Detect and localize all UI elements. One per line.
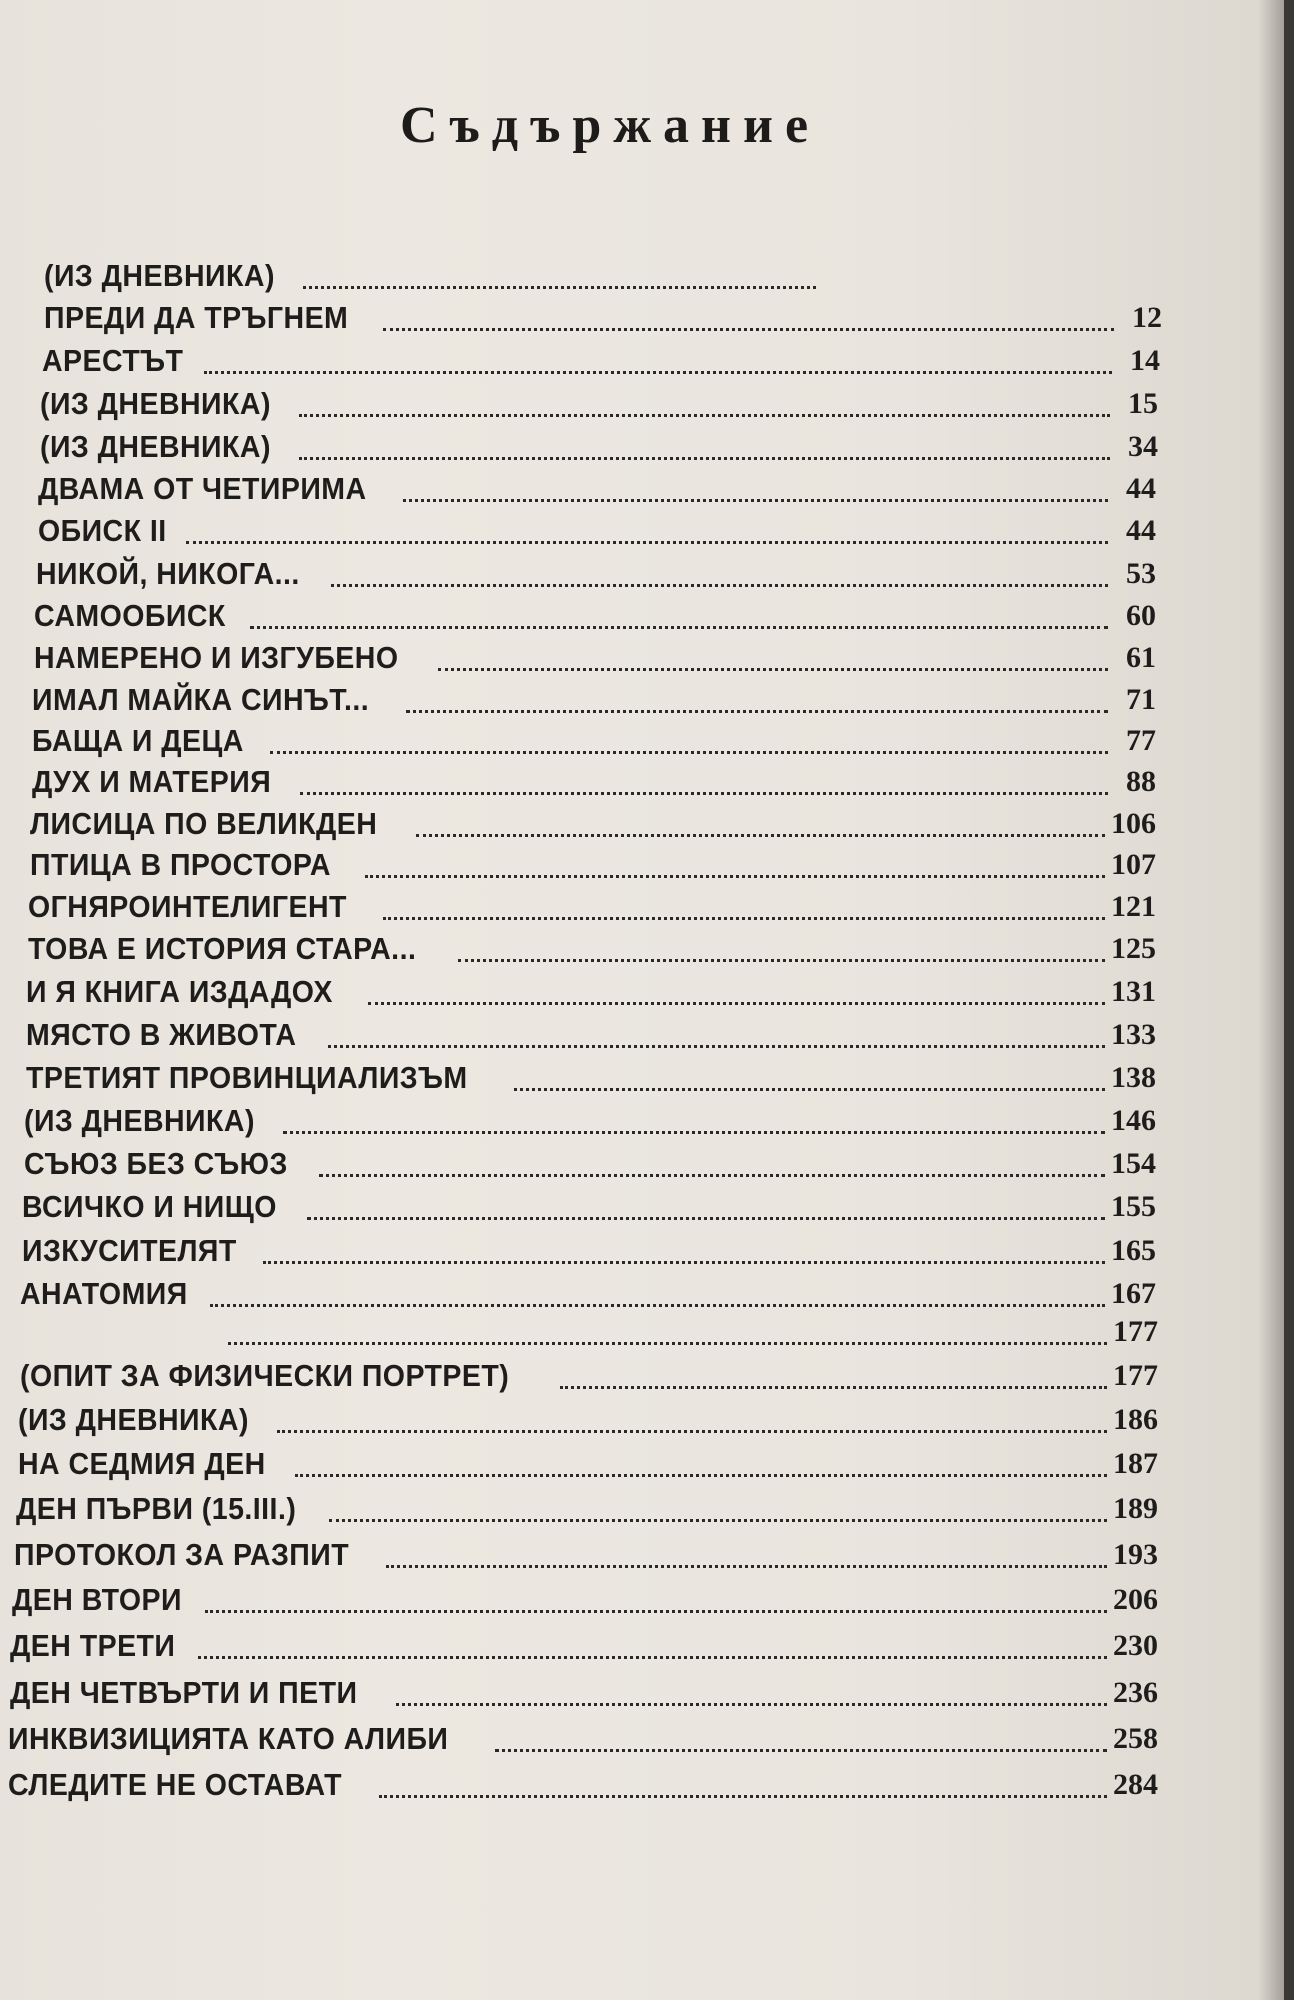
dot-leader: [328, 1015, 1105, 1048]
toc-entry-page: 230: [1113, 1629, 1158, 1662]
toc-entry-page: 146: [1111, 1104, 1156, 1137]
toc-entry-page: 121: [1111, 890, 1156, 923]
toc-entry: [40, 427, 1158, 467]
toc-entry-title: ЛИСИЦА ПО ВЕЛИКДЕН: [30, 806, 378, 841]
dot-leader: [307, 1187, 1105, 1220]
dot-leader: [329, 1489, 1107, 1522]
toc-entry: [10, 1626, 1158, 1666]
toc-entry-title: ДЕН ТРЕТИ: [10, 1628, 176, 1663]
toc-entry-page: 258: [1113, 1722, 1158, 1755]
toc-entry: [34, 596, 1156, 636]
toc-entry: [44, 256, 864, 296]
toc-entry-title: ДУХ И МАТЕРИЯ: [32, 764, 272, 799]
toc-entry-title: (ИЗ ДНЕВНИКА): [18, 1402, 249, 1437]
toc-entry-page: 44: [1126, 472, 1156, 505]
toc-entry-page: 189: [1113, 1492, 1158, 1525]
toc-entry-title: ПТИЦА В ПРОСТОРА: [30, 847, 331, 882]
toc-entry-title: НАМЕРЕНО И ИЗГУБЕНО: [34, 640, 399, 675]
toc-entry-page: 60: [1126, 599, 1156, 632]
toc-entry: [38, 469, 1156, 509]
toc-entry: [32, 762, 1156, 802]
toc-entry: [18, 1400, 1158, 1440]
toc-entry-title: (ИЗ ДНЕВНИКА): [24, 1103, 255, 1138]
toc-entry-page: 177: [1113, 1315, 1158, 1348]
toc-entry-title: НА СЕДМИЯ ДЕН: [18, 1446, 266, 1481]
toc-entry-title: ИНКВИЗИЦИЯТА КАТО АЛИБИ: [8, 1721, 449, 1756]
toc-entry: [34, 638, 1156, 678]
toc-entry-title: И Я КНИГА ИЗДАДОХ: [26, 974, 333, 1009]
toc-entry-page: 177: [1113, 1359, 1158, 1392]
toc-entry-title: СЛЕДИТЕ НЕ ОСТАВАТ: [8, 1767, 343, 1802]
dot-leader: [299, 384, 1110, 417]
toc-entry: [20, 1356, 1158, 1396]
toc-entry: [26, 1015, 1156, 1055]
dot-leader: [406, 680, 1108, 713]
dot-leader: [300, 762, 1108, 795]
toc-entry-page: 77: [1126, 724, 1156, 757]
toc-entry-title: ПРОТОКОЛ ЗА РАЗПИТ: [14, 1537, 350, 1572]
toc-entry-title: ОБИСК II: [38, 513, 167, 548]
toc-entry-page: 53: [1126, 557, 1156, 590]
toc-entry-title: ВСИЧКО И НИЩО: [22, 1189, 277, 1224]
dot-leader: [283, 1101, 1105, 1134]
toc-entry-title: АРЕСТЪТ: [42, 343, 184, 378]
toc-entry-title: ТОВА Е ИСТОРИЯ СТАРА...: [28, 931, 417, 966]
toc-entry: [12, 1580, 1158, 1620]
toc-entry: [8, 1765, 1158, 1805]
toc-entry-page: 193: [1113, 1538, 1158, 1571]
dot-leader: [379, 1765, 1107, 1798]
toc-entry-title: МЯСТО В ЖИВОТА: [26, 1017, 297, 1052]
toc-entry-page: 14: [1130, 344, 1160, 377]
toc-entry-title: ДЕН ПЪРВИ (15.III.): [16, 1491, 297, 1526]
toc-entry: [38, 511, 1156, 551]
dot-leader: [295, 1444, 1107, 1477]
toc-entry: [42, 341, 1160, 381]
toc-entry: [10, 1673, 1158, 1713]
toc-entry-page: 125: [1111, 932, 1156, 965]
dot-leader: [186, 511, 1108, 544]
toc-entry-page: 236: [1113, 1676, 1158, 1709]
dot-leader: [438, 638, 1108, 671]
toc-entry-page: 106: [1111, 807, 1156, 840]
toc-entry-page: 131: [1111, 975, 1156, 1008]
toc-entry-page: 61: [1126, 641, 1156, 674]
toc-entry-page: 34: [1128, 430, 1158, 463]
dot-leader: [416, 804, 1105, 837]
toc-entry-title: (ИЗ ДНЕВНИКА): [44, 258, 275, 293]
toc-entry-title: ТРЕТИЯТ ПРОВИНЦИАЛИЗЪМ: [26, 1060, 468, 1095]
toc-entry-title: ОГНЯРОИНТЕЛИГЕНТ: [28, 889, 347, 924]
toc-entry-title: АНАТОМИЯ: [20, 1276, 188, 1311]
toc-entry: [22, 1231, 1156, 1271]
dot-leader: [365, 845, 1105, 878]
toc-entry: [16, 1489, 1158, 1529]
toc-entry: [30, 804, 1156, 844]
toc-entry: [18, 1444, 1158, 1484]
toc-entry-page: 107: [1111, 848, 1156, 881]
toc-entry-title: (ИЗ ДНЕВНИКА): [40, 386, 271, 421]
dot-leader: [250, 596, 1108, 629]
toc-entry: [22, 1187, 1156, 1227]
dot-leader: [204, 341, 1112, 374]
toc-entry-title: НИКОЙ, НИКОГА...: [36, 556, 300, 591]
toc-entry-page: 133: [1111, 1018, 1156, 1051]
toc-entry-title: БАЩА И ДЕЦА: [32, 723, 244, 758]
dot-leader: [368, 972, 1105, 1005]
toc-entry: [24, 1101, 1156, 1141]
toc-entry-page: 155: [1111, 1190, 1156, 1223]
toc-entry: [28, 929, 1156, 969]
toc-entry-title: (ИЗ ДНЕВНИКА): [40, 429, 271, 464]
dot-leader: [386, 1535, 1107, 1568]
toc-entry-page: 154: [1111, 1147, 1156, 1180]
toc-entry-page: 165: [1111, 1234, 1156, 1267]
toc-entry-page: 12: [1132, 301, 1162, 334]
toc-entry-page: 206: [1113, 1583, 1158, 1616]
toc-entry-title: ДЕН ЧЕТВЪРТИ И ПЕТИ: [10, 1675, 358, 1710]
toc-entry-page: 186: [1113, 1403, 1158, 1436]
dot-leader: [458, 929, 1105, 962]
dot-leader: [383, 298, 1114, 331]
dot-leader: [396, 1673, 1107, 1706]
toc-entry-page: 138: [1111, 1061, 1156, 1094]
toc-entry-page: 44: [1126, 514, 1156, 547]
page-title: Съдържание: [399, 97, 821, 154]
toc-entry: [44, 298, 1162, 338]
toc-entry-page: 15: [1128, 387, 1158, 420]
dot-leader: [383, 887, 1105, 920]
dot-leader: [299, 427, 1110, 460]
toc-entry-title: (ОПИТ ЗА ФИЗИЧЕСКИ ПОРТРЕТ): [20, 1358, 510, 1393]
dot-leader: [403, 469, 1108, 502]
toc-entry: [28, 887, 1156, 927]
toc-entry-page: 284: [1113, 1768, 1158, 1801]
toc-entry-page: 167: [1111, 1277, 1156, 1310]
toc-entry: [36, 554, 1156, 594]
toc-entry-title: ПРЕДИ ДА ТРЪГНЕМ: [44, 300, 349, 335]
dot-leader: [210, 1274, 1105, 1307]
dot-leader: [331, 554, 1108, 587]
dot-leader: [263, 1231, 1105, 1264]
toc-entry-title: ДЕН ВТОРИ: [12, 1582, 182, 1617]
toc-entry: [26, 1058, 1156, 1098]
toc-entry: [40, 384, 1158, 424]
dot-leader: [319, 1144, 1105, 1177]
toc-entry: [26, 972, 1156, 1012]
toc-entry: [24, 1144, 1156, 1184]
toc-entry-title: СЪЮЗ БЕЗ СЪЮЗ: [24, 1146, 288, 1181]
toc-entry: [32, 680, 1156, 720]
toc-entry: [8, 1719, 1158, 1759]
toc-entry-page: 88: [1126, 765, 1156, 798]
toc-entry-page: 71: [1126, 683, 1156, 716]
dot-leader: [270, 721, 1108, 754]
toc-entry: [14, 1535, 1158, 1575]
dot-leader: [277, 1400, 1107, 1433]
toc-entry: [20, 1274, 1156, 1314]
toc-entry-title: САМООБИСК: [34, 598, 226, 633]
toc-entry-title: ИЗКУСИТЕЛЯТ: [22, 1233, 237, 1268]
toc-entry: [30, 845, 1156, 885]
toc-entry: [220, 1312, 1158, 1352]
dot-leader: [228, 1312, 1107, 1345]
toc-entry: [32, 721, 1156, 761]
toc-entry-title: ИМАЛ МАЙКА СИНЪТ...: [32, 682, 370, 717]
dot-leader: [495, 1719, 1107, 1752]
toc-entry-title: ДВАМА ОТ ЧЕТИРИМА: [38, 471, 367, 506]
dot-leader: [198, 1626, 1107, 1659]
dot-leader: [514, 1058, 1105, 1091]
dot-leader: [205, 1580, 1107, 1613]
dot-leader: [560, 1356, 1107, 1389]
dot-leader: [303, 256, 816, 289]
toc-entry-page: 187: [1113, 1447, 1158, 1480]
